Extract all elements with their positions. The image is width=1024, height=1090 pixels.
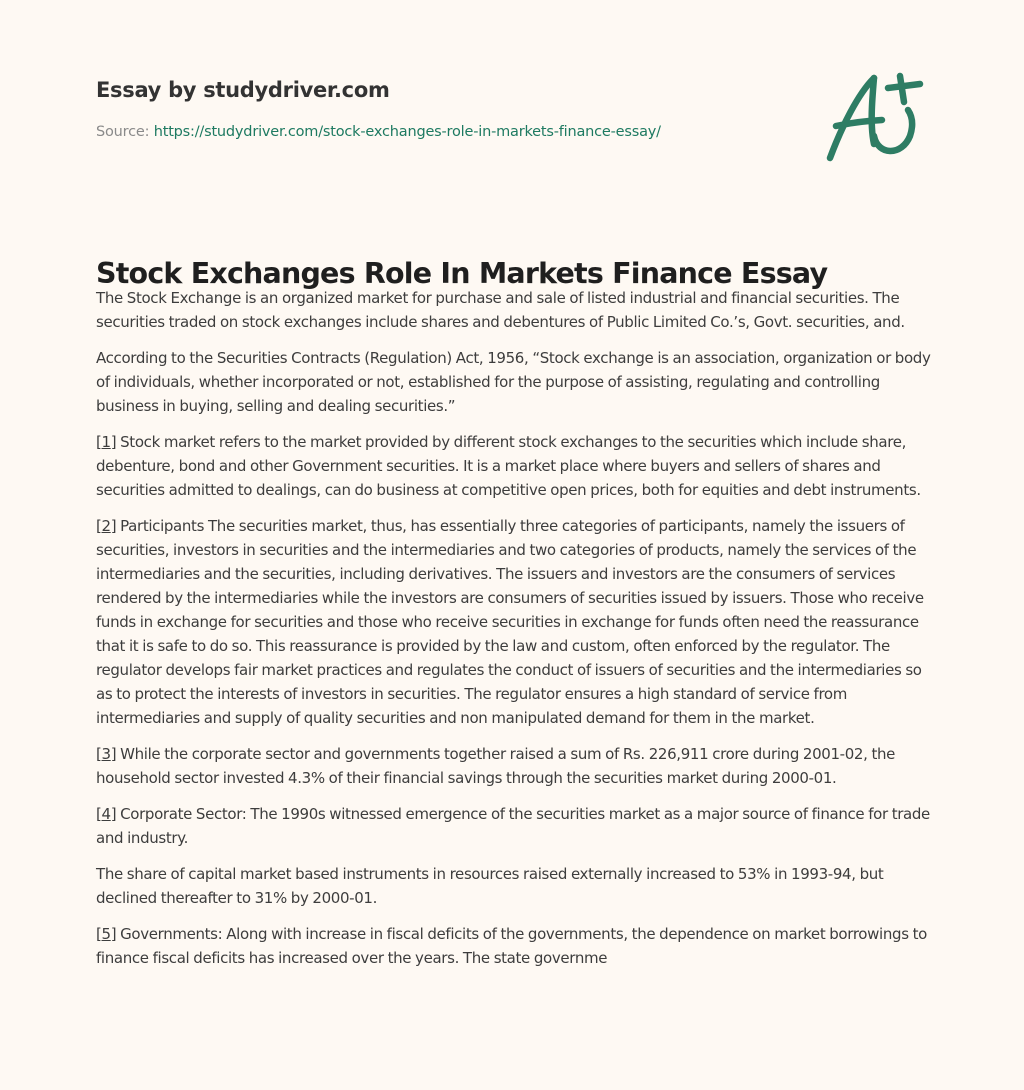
paragraph-text: Corporate Sector: The 1990s witnessed emergence of the securities market as a major source of finance for trade and industry.: [96, 805, 930, 847]
essay-paragraph: [96, 862, 932, 910]
essay-paragraph: [3] While the corporate sector and governments together raised a sum of Rs. 226,911 crore during 2001-02, the household sector invested 4.3% of their financial savings through the securities market during 2000-01.: [96, 745, 896, 787]
site-title: Essay by studydriver.com: [96, 78, 390, 102]
paragraph-text: Governments: Along with increase in fiscal deficits of the governments, the dependence on market borrowings to finance fiscal deficits has increased over the years. The state governme: [96, 925, 927, 967]
paragraph-text: According to the Securities Contracts (Regulation) Act, 1956, “Stock exchange is an association, organization or body of individuals, whether incorporated or not, established for the purpose of assisting, regulating and controlling business in buying, selling and dealing securities.”: [96, 349, 931, 415]
source-line: [96, 122, 796, 142]
paragraph-text: Stock market refers to the market provided by different stock exchanges to the securities which include share, debenture, bond and other Government securities. It is a market place where buyers and sellers of shares and securities admitted to dealings, can do business at competitive open prices, both for equities and debt instruments.: [96, 433, 921, 499]
a-plus-grade-icon: [822, 66, 926, 166]
footnote-link-1[interactable]: 1: [101, 433, 111, 451]
page-header: [96, 76, 796, 142]
essay-paragraph: [1] Stock market refers to the market provided by different stock exchanges to the securities which include share, debenture, bond and other Government securities. It is a market place where buyers and sellers of shares and securities admitted to dealings, can do business at competitive open prices, both for equities and debt instruments.: [96, 433, 921, 499]
essay-title: Stock Exchanges Role In Markets Finance Essay: [96, 257, 828, 290]
footnote-link-5[interactable]: 5: [101, 925, 111, 943]
paragraph-text: While the corporate sector and governments together raised a sum of Rs. 226,911 crore during 2001-02, the household sector invested 4.3% of their financial savings through the securities market during 2000-01.: [96, 745, 896, 787]
footnote-link-4[interactable]: 4: [101, 805, 111, 823]
paragraph-text: The share of capital market based instruments in resources raised externally increased to 53% in 1993-94, but declined thereafter to 31% by 2000-01.: [96, 865, 884, 907]
essay-paragraph: [96, 286, 932, 334]
essay-body: [96, 286, 932, 982]
paragraph-text: The Stock Exchange is an organized market for purchase and sale of listed industrial and financial securities. The securities traded on stock exchanges include shares and debentures of Public Limited Co.’s, Govt. securities, and.: [96, 289, 905, 331]
essay-paragraph: [5] Governments: Along with increase in fiscal deficits of the governments, the dependence on market borrowings to finance fiscal deficits has increased over the years. The state governme: [96, 925, 927, 967]
essay-paragraph: [96, 346, 932, 418]
paragraph-text: Participants The securities market, thus, has essentially three categories of participants, namely the issuers of securities, investors in securities and the intermediaries and two categories of products, namely the services of the intermediaries and the securities, including derivatives. The issuers and investors are the consumers of services rendered by the intermediaries while the investors are consumers of securities issued by issuers. Those who receive funds in exchange for securities and those who receive securities in exchange for funds often need the reassurance that it is safe to do so. This reassurance is provided by the law and custom, often enforced by the regulator. The regulator develops fair market practices and regulates the conduct of issuers of securities and the intermediaries so as to protect the interests of investors in securities. The regulator ensures a high standard of service from intermediaries and supply of quality securities and non manipulated demand for them in the market.: [96, 517, 924, 727]
source-link[interactable]: https://studydriver.com/stock-exchanges-role-in-markets-finance-essay/: [153, 124, 661, 140]
footnote-link-2[interactable]: 2: [101, 517, 111, 535]
essay-paragraph: [2] Participants The securities market, thus, has essentially three categories of participants, namely the issuers of securities, investors in securities and the intermediaries and two categories of products, namely the services of the intermediaries and the securities, including derivatives. The issuers and investors are the consumers of services rendered by the intermediaries while the investors are consumers of securities issued by issuers. Those who receive funds in exchange for securities and those who receive securities in exchange for funds often need the reassurance that it is safe to do so. This reassurance is provided by the law and custom, often enforced by the regulator. The regulator develops fair market practices and regulates the conduct of issuers of securities and the intermediaries so as to protect the interests of investors in securities. The regulator ensures a high standard of service from intermediaries and supply of quality securities and non manipulated demand for them in the market.: [96, 517, 924, 727]
source-label: Source:: [96, 124, 150, 140]
essay-paragraph: [4] Corporate Sector: The 1990s witnessed emergence of the securities market as a major source of finance for trade and industry.: [96, 805, 930, 847]
footnote-link-3[interactable]: 3: [101, 745, 111, 763]
